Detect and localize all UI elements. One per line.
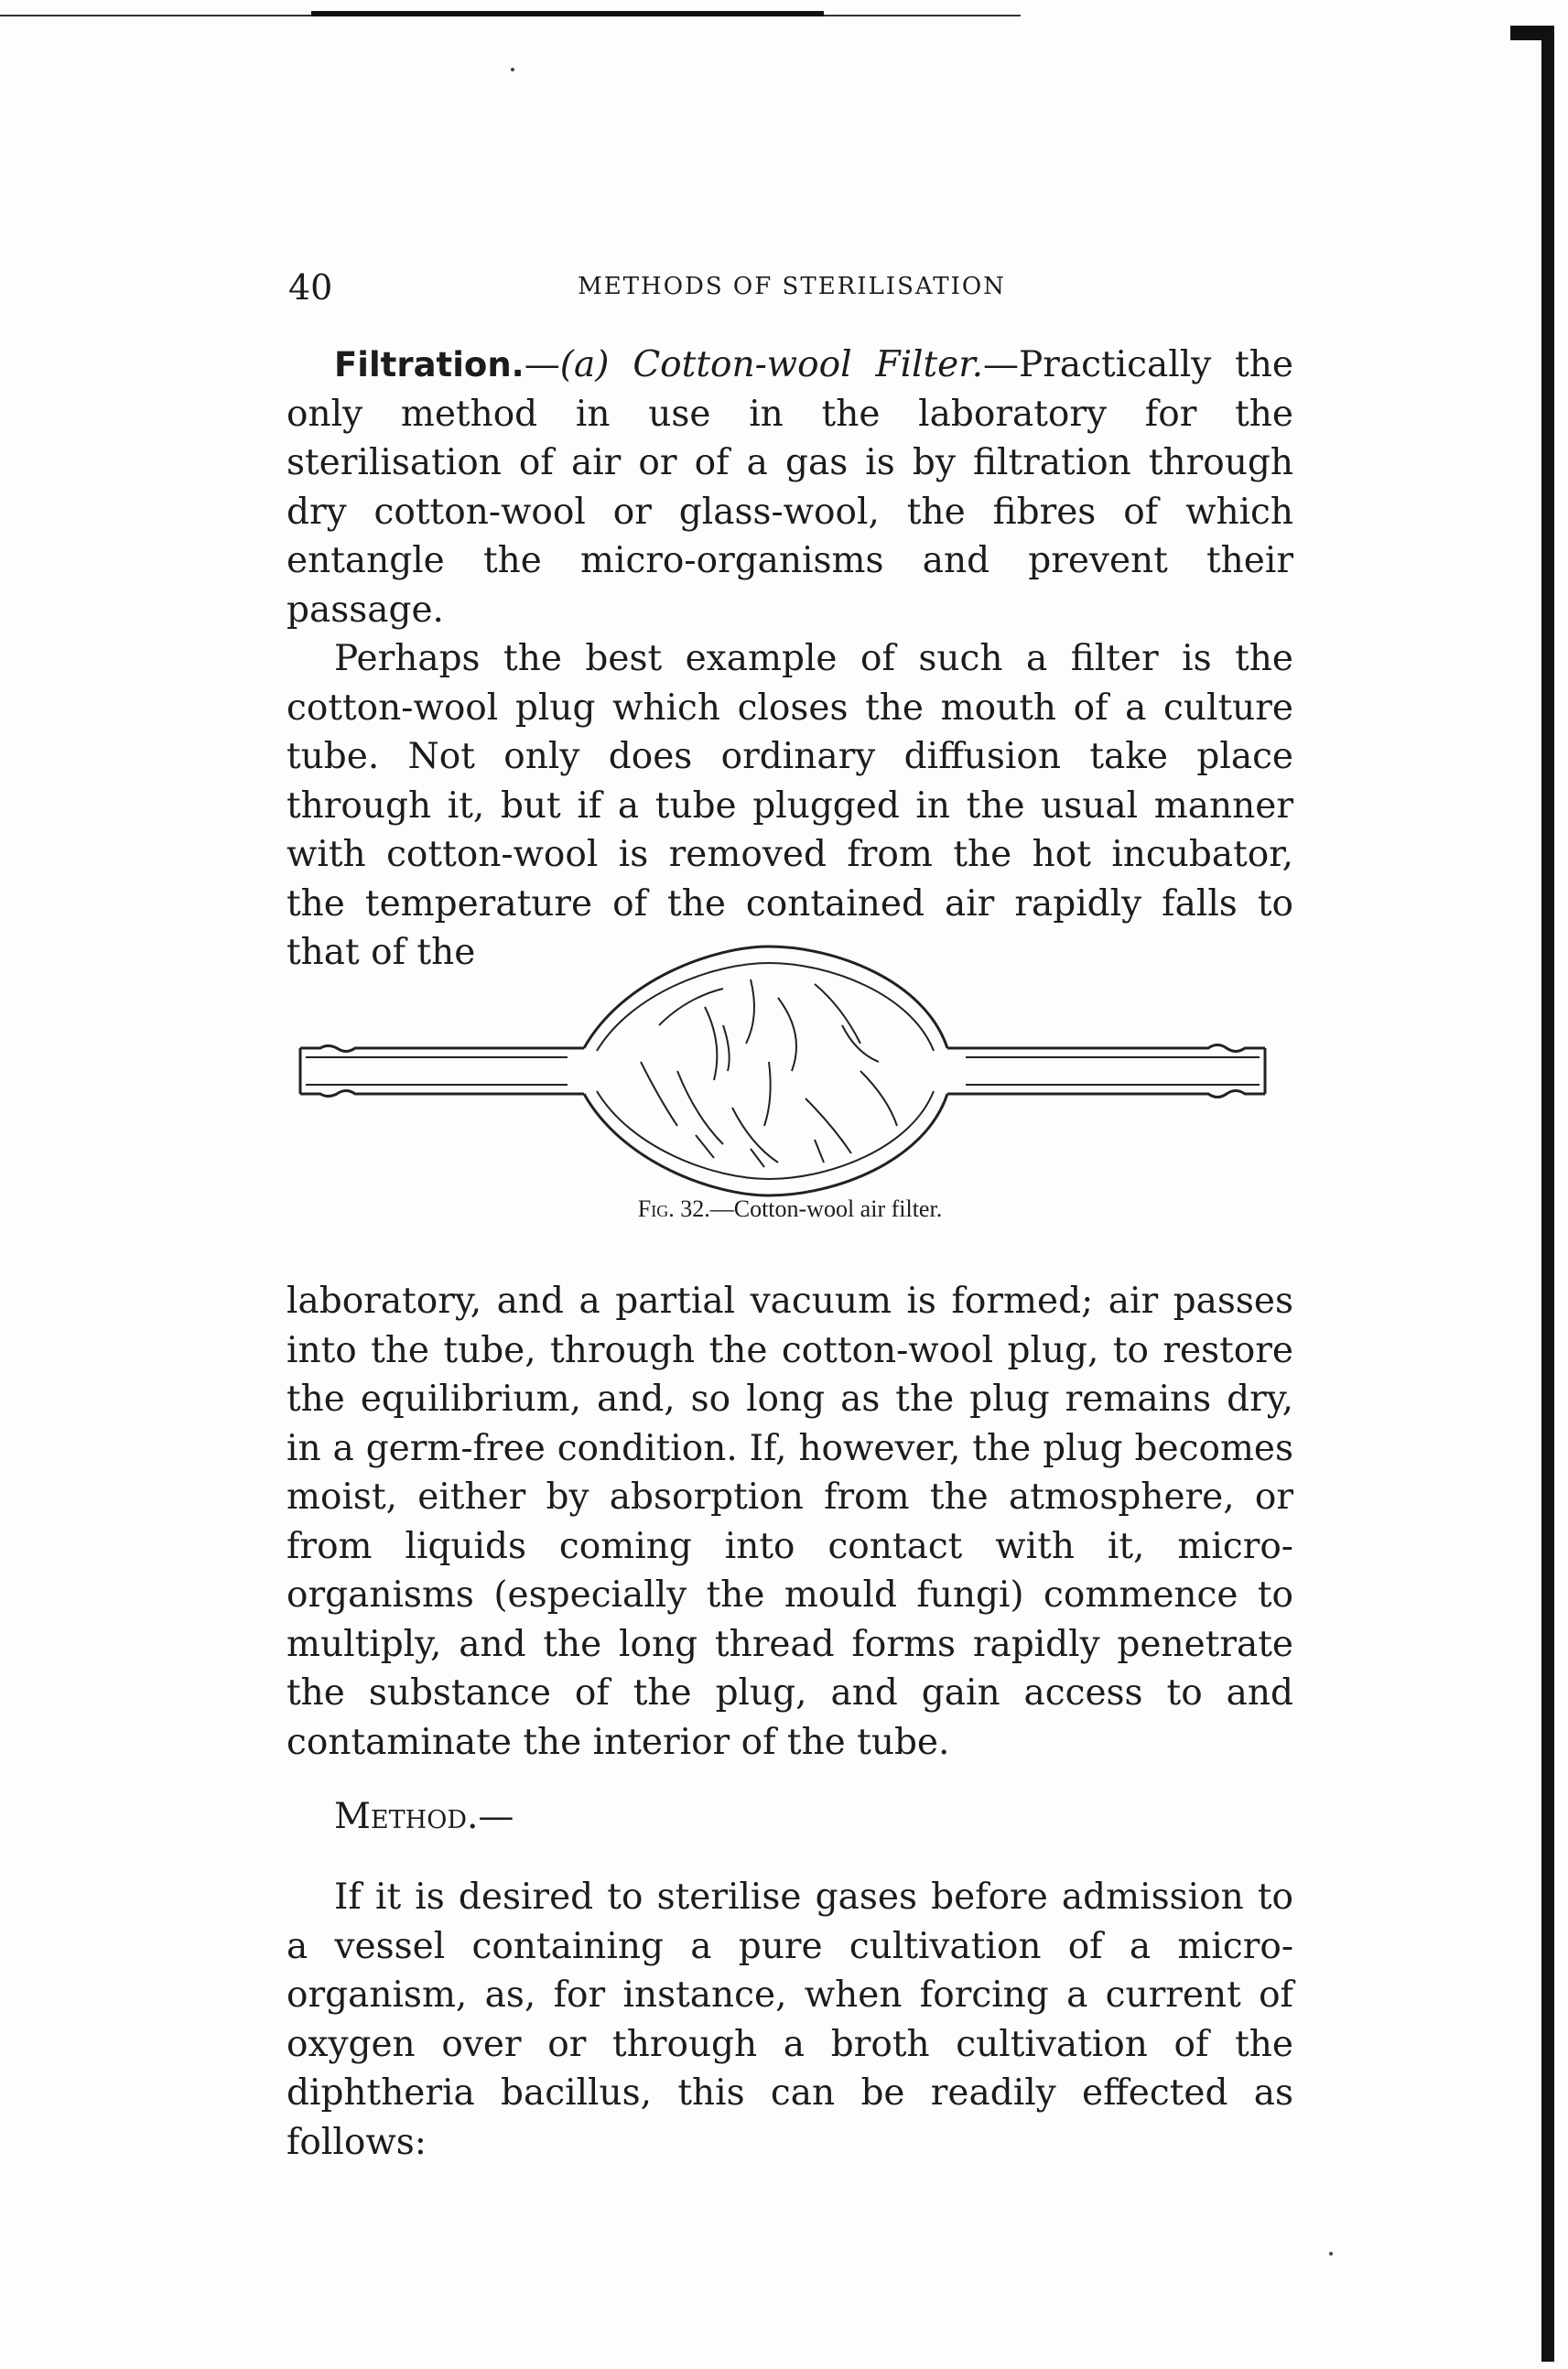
paragraph-text: —Practically the only method in use in the laboratory for the sterilisation of air or of a gas is by filtration through dry cotton-wool or glass-wool, the fibres of which entangle the micro-organisms and prevent their passage. bbox=[287, 344, 1294, 631]
filter-drawing bbox=[300, 947, 1265, 1195]
running-head: METHODS OF STERILISATION bbox=[578, 273, 1006, 300]
bulb-lower bbox=[584, 1094, 947, 1195]
heading-dash: — bbox=[524, 344, 560, 385]
sub-label: (a) bbox=[559, 344, 610, 385]
page-header bbox=[288, 267, 1295, 311]
figure-caption bbox=[287, 1195, 1293, 1223]
section-heading: Filtration. bbox=[334, 345, 524, 384]
paragraph-method: If it is desired to sterilise gases before admission to a vessel containing a pure cultivation of a micro-organism, as, for instance, when forcing a current of oxygen over or through a broth cultivation of the diphtheria bacillus, this can be readily effected as follows: bbox=[287, 1877, 1293, 2163]
bulb-upper bbox=[584, 947, 947, 1048]
right-tube-top bbox=[947, 1045, 1265, 1052]
text-block-continuation bbox=[287, 1277, 1293, 1767]
paragraph-filtration bbox=[287, 341, 1293, 634]
paragraph-plug: Perhaps the best example of such a filter is the cotton-wool plug which closes the mouth of a culture tube. Not only does ordinary diffusion take place through it, but if a tube plugged in the usual manner with cotton-wool is removed from the hot incubator, the temperature of the contained air rapidly falls to that of the bbox=[287, 638, 1293, 973]
text-block-method bbox=[287, 1873, 1293, 2167]
scan-speck bbox=[511, 68, 514, 71]
page-number: 40 bbox=[288, 267, 333, 308]
scan-top-rule-thick bbox=[311, 11, 824, 16]
scan-edge-bar bbox=[1541, 27, 1554, 2362]
method-heading: Method.— bbox=[334, 1796, 514, 1837]
left-tube-inner bbox=[306, 1057, 568, 1085]
left-tube-top bbox=[300, 1046, 584, 1052]
paragraph-continuation: laboratory, and a partial vacuum is formed; air passes into the tube, through the cotton-wool plug, to restore the equilibrium, and, so long as the plug remains dry, in a germ-free condition. If, however, the plug becomes moist, either by absorption from the atmosphere, or from liquids coming into contact with it, micro-organisms (especially the mould fungi) commence to multiply, and the long thread forms rapidly penetrate the substance of the plug, and gain access to and contaminate the interior of the tube. bbox=[287, 1281, 1293, 1763]
cotton-wool-filter-figure bbox=[293, 943, 1300, 1208]
text-block-filtration bbox=[287, 341, 1293, 978]
scan-speck bbox=[1329, 2252, 1333, 2255]
caption-fig-label: Fig. bbox=[637, 1195, 675, 1222]
right-tube-bottom bbox=[947, 1091, 1265, 1098]
cotton-wool-plug bbox=[641, 979, 897, 1167]
right-tube-inner bbox=[966, 1057, 1260, 1085]
sub-title: Cotton-wool Filter. bbox=[633, 344, 984, 385]
caption-text: 32.—Cotton-wool air filter. bbox=[674, 1195, 943, 1222]
left-tube-bottom bbox=[300, 1091, 584, 1097]
